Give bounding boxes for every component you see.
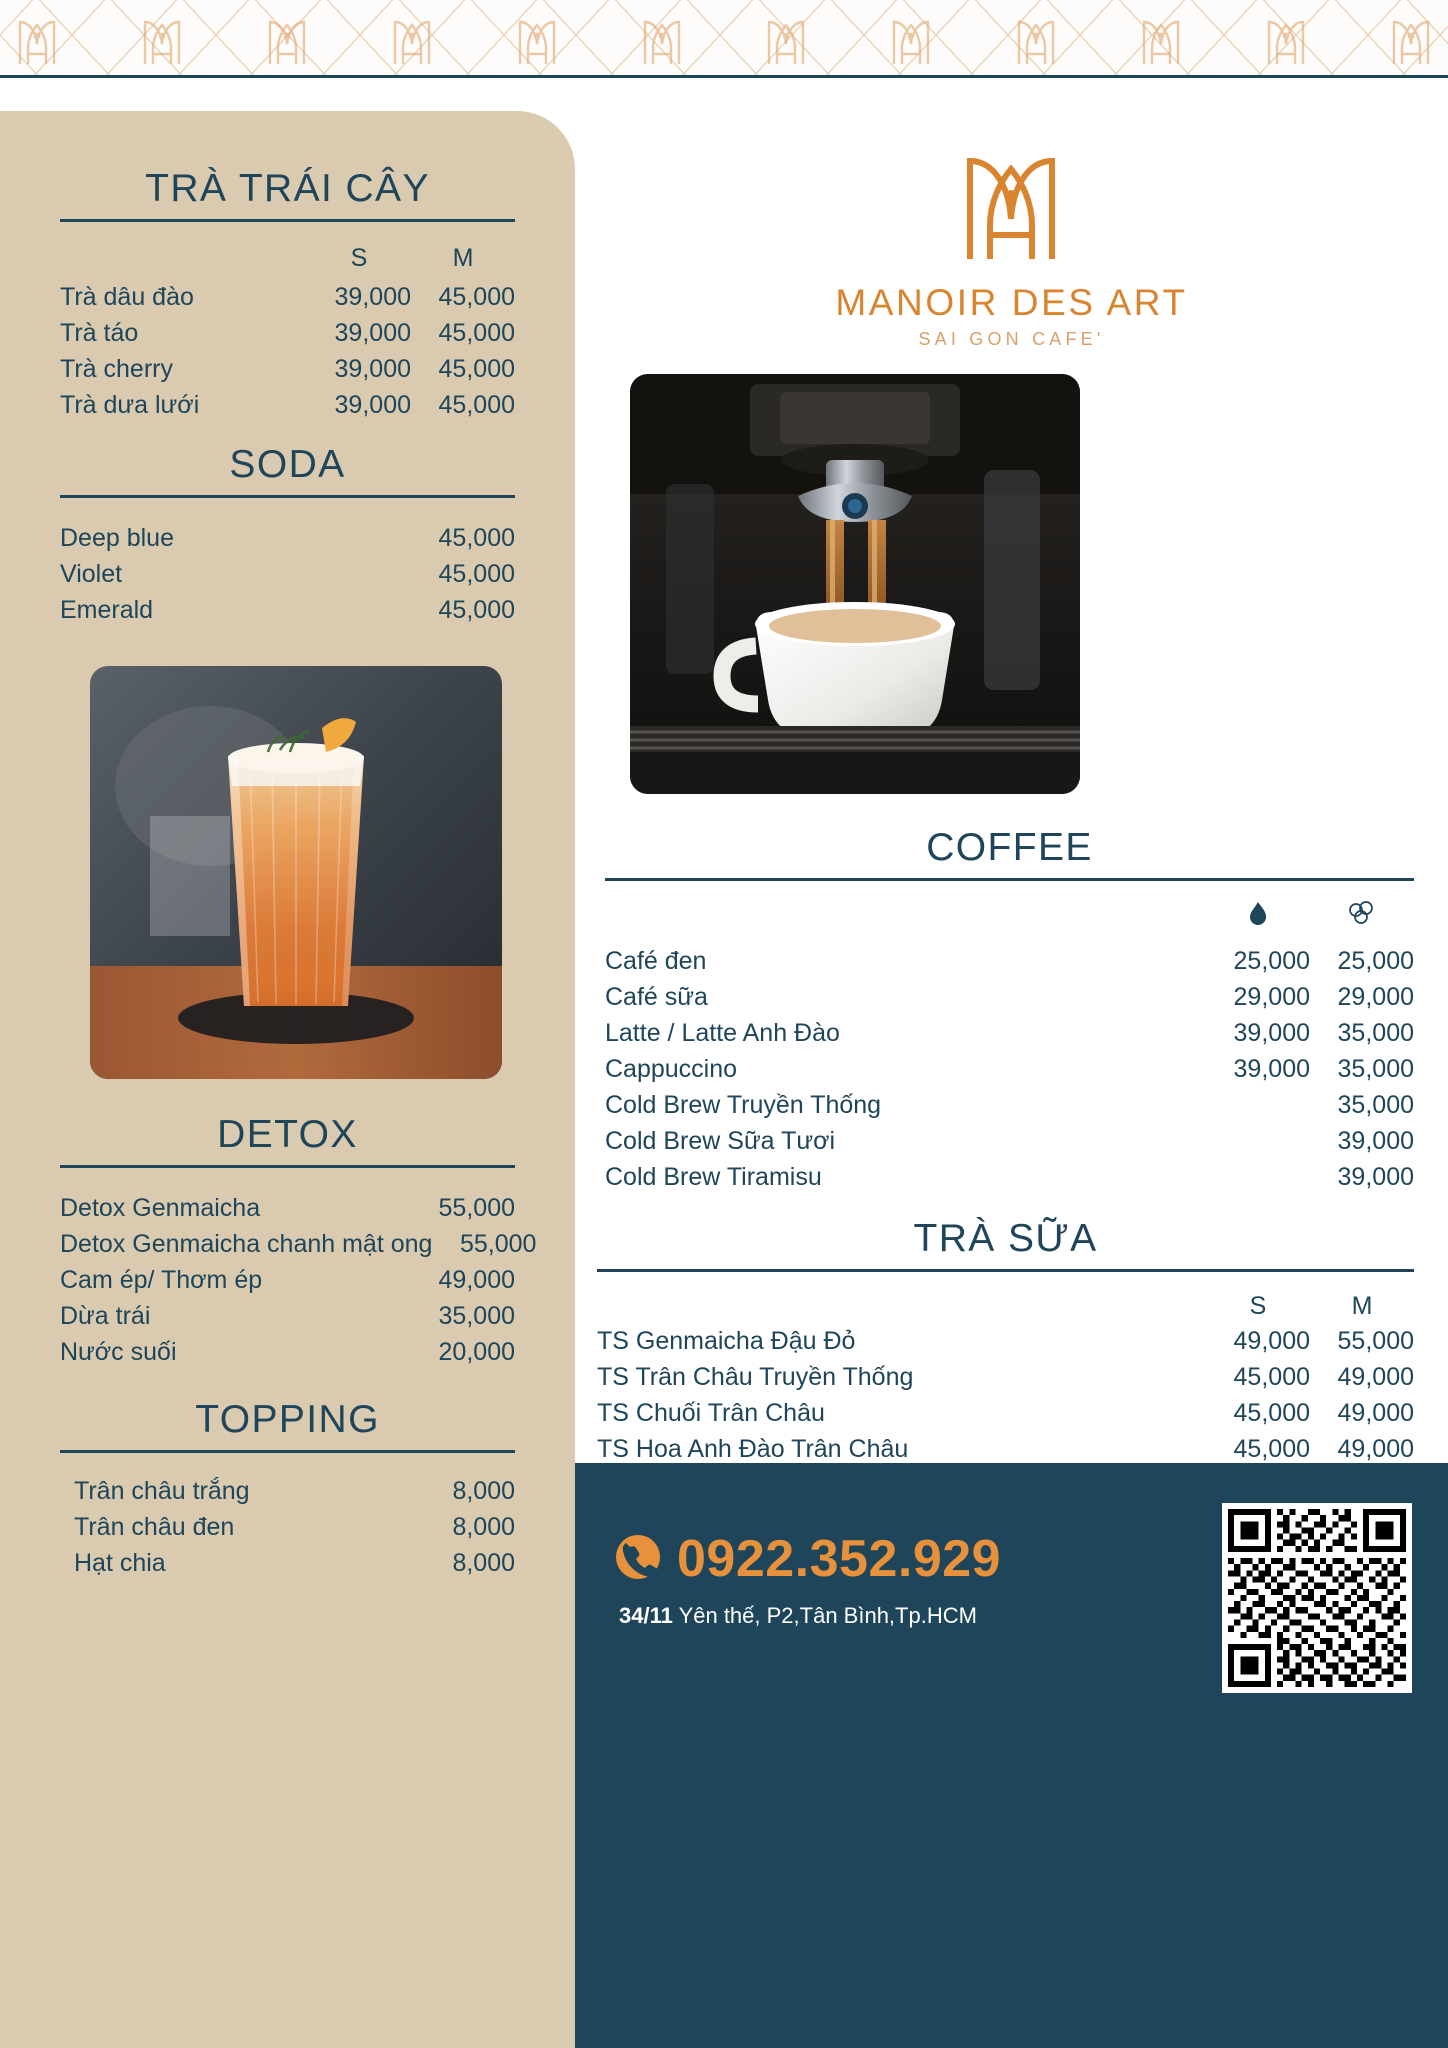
section-coffee (575, 794, 1448, 1195)
item-price-cold: 39,000 (1337, 1162, 1414, 1191)
item-price: 55,000 (438, 1193, 515, 1222)
item-price: 45,000 (438, 559, 515, 588)
header-monogram-row (0, 14, 1448, 72)
manoir-monogram-icon (139, 14, 185, 66)
column-header-s: S (350, 243, 368, 272)
menu-row (60, 387, 515, 423)
item-name: Cold Brew Truyền Thống (605, 1090, 882, 1119)
item-name: Detox Genmaicha (60, 1193, 261, 1222)
menu-row (605, 1015, 1414, 1051)
section-soda (0, 423, 575, 628)
menu-row (605, 979, 1414, 1015)
item-price: 20,000 (438, 1337, 515, 1366)
menu-row (60, 520, 515, 556)
phone-icon (615, 1534, 661, 1585)
item-name: Emerald (60, 595, 154, 624)
item-name: Dừa trái (60, 1301, 151, 1330)
item-price-hot: 29,000 (1233, 982, 1310, 1011)
section-title-soda: SODA (229, 442, 346, 486)
manoir-monogram-icon (1138, 14, 1184, 66)
menu-row (605, 1051, 1414, 1087)
brand-name: MANOIR DES ART (835, 282, 1188, 323)
item-price-s: 45,000 (1233, 1398, 1310, 1427)
manoir-monogram-icon (954, 147, 1070, 265)
section-rule (60, 1450, 515, 1453)
menu-row (605, 1123, 1414, 1159)
menu-row (60, 592, 515, 628)
section-title-coffee: COFFEE (926, 826, 1093, 869)
item-name: TS Chuối Trân Châu (597, 1398, 825, 1427)
item-price-cold: 35,000 (1337, 1090, 1414, 1119)
menu-row (60, 1334, 515, 1370)
section-title-topping: TOPPING (195, 1397, 380, 1441)
menu-row (597, 1323, 1414, 1359)
item-price-m: 45,000 (438, 318, 515, 347)
item-name: Nước suối (60, 1337, 177, 1366)
item-name: Trà dâu đào (60, 282, 194, 311)
item-price-cold: 35,000 (1337, 1018, 1414, 1047)
column-header-s: S (1249, 1291, 1267, 1320)
menu-row (60, 1190, 515, 1226)
item-name: Trà cherry (60, 354, 173, 383)
section-title-milk-tea: TRÀ SỮA (913, 1216, 1098, 1260)
item-price-m: 49,000 (1337, 1362, 1414, 1391)
item-name: Cold Brew Sữa Tươi (605, 1126, 836, 1155)
item-name: Cam ép/ Thơm ép (60, 1265, 263, 1294)
iced-drink-glass-photo (90, 666, 502, 1079)
item-price-cold: 39,000 (1337, 1126, 1414, 1155)
menu-row (605, 1159, 1414, 1195)
item-price-s: 49,000 (1233, 1326, 1310, 1355)
address-rest: Yên thế, P2,Tân Bình,Tp.HCM (678, 1603, 977, 1628)
menu-row (74, 1509, 515, 1545)
section-topping (0, 1370, 575, 1581)
item-price-s: 39,000 (334, 390, 411, 419)
address-number: 34/11 (619, 1603, 673, 1628)
item-name: Trà dưa lưới (60, 390, 200, 419)
item-name: Café sữa (605, 982, 708, 1011)
item-price-hot: 25,000 (1233, 946, 1310, 975)
manoir-monogram-icon (1013, 14, 1059, 66)
menu-row (60, 1262, 515, 1298)
item-price-s: 39,000 (334, 318, 411, 347)
brand-tagline: SAI GON CAFE' (918, 329, 1105, 349)
item-price-cold: 29,000 (1337, 982, 1414, 1011)
left-menu-panel (0, 111, 575, 2048)
manoir-monogram-icon (1263, 14, 1309, 66)
manoir-monogram-icon (639, 14, 685, 66)
item-name: Cold Brew Tiramisu (605, 1162, 822, 1191)
item-name: Hạt chia (74, 1548, 166, 1577)
section-rule (60, 219, 515, 222)
menu-row (597, 1431, 1414, 1467)
item-name: Trân châu đen (74, 1512, 235, 1541)
section-detox (0, 1079, 575, 1370)
manoir-monogram-icon (14, 14, 60, 66)
item-price-cold: 35,000 (1337, 1054, 1414, 1083)
item-price: 45,000 (438, 523, 515, 552)
section-title-fruit-tea: TRÀ TRÁI CÂY (145, 167, 430, 210)
menu-row (60, 279, 515, 315)
section-milk-tea (575, 1195, 1448, 1467)
item-price: 45,000 (438, 595, 515, 624)
section-rule (597, 1269, 1414, 1272)
item-name: Deep blue (60, 523, 174, 552)
item-name: TS Hoa Anh Đào Trân Châu (597, 1434, 909, 1463)
contact-footer (575, 1463, 1448, 2048)
section-rule (605, 878, 1414, 881)
header-pattern-band (0, 0, 1448, 78)
menu-row (74, 1545, 515, 1581)
item-price: 8,000 (452, 1548, 515, 1577)
section-rule (60, 495, 515, 498)
item-name: Trà táo (60, 318, 139, 347)
item-name: Cappuccino (605, 1054, 738, 1083)
hot-icon (1206, 901, 1310, 935)
item-price: 8,000 (452, 1512, 515, 1541)
item-price-cold: 25,000 (1337, 946, 1414, 975)
item-price-s: 45,000 (1233, 1434, 1310, 1463)
item-price-m: 45,000 (438, 354, 515, 383)
item-price-hot: 39,000 (1233, 1054, 1310, 1083)
phone-number: 0922.352.929 (677, 1530, 1002, 1588)
item-price: 49,000 (438, 1265, 515, 1294)
menu-row (597, 1359, 1414, 1395)
item-price-m: 45,000 (438, 282, 515, 311)
item-name: Latte / Latte Anh Đào (605, 1018, 840, 1047)
ice-icon (1310, 901, 1414, 935)
item-price-m: 49,000 (1337, 1398, 1414, 1427)
manoir-monogram-icon (763, 14, 809, 66)
column-headers-milk-tea (597, 1292, 1414, 1321)
item-name: Café đen (605, 946, 707, 975)
menu-row (74, 1473, 515, 1509)
item-price: 8,000 (452, 1476, 515, 1505)
menu-row (597, 1395, 1414, 1431)
item-name: TS Genmaicha Đậu Đỏ (597, 1326, 856, 1355)
item-price-m: 55,000 (1337, 1326, 1414, 1355)
manoir-monogram-icon (264, 14, 310, 66)
manoir-monogram-icon (888, 14, 934, 66)
manoir-monogram-icon (389, 14, 435, 66)
section-rule (60, 1165, 515, 1168)
qr-code-icon[interactable] (1222, 1503, 1412, 1693)
item-name: TS Trân Châu Truyền Thống (597, 1362, 914, 1391)
column-header-m: M (1351, 1291, 1373, 1320)
menu-row (605, 943, 1414, 979)
menu-row (60, 315, 515, 351)
item-price: 35,000 (438, 1301, 515, 1330)
item-name: Detox Genmaicha chanh mật ong (60, 1229, 433, 1258)
item-price-m: 45,000 (438, 390, 515, 419)
menu-row (60, 1298, 515, 1334)
section-title-detox: DETOX (217, 1112, 358, 1156)
item-price-s: 39,000 (334, 282, 411, 311)
item-price-s: 45,000 (1233, 1362, 1310, 1391)
item-name: Violet (60, 559, 123, 588)
menu-row (60, 351, 515, 387)
manoir-monogram-icon (514, 14, 560, 66)
espresso-machine-photo (630, 374, 1080, 794)
item-price: 55,000 (459, 1229, 537, 1258)
item-price-s: 39,000 (334, 354, 411, 383)
item-name: Trân châu trắng (74, 1476, 250, 1505)
column-header-m: M (452, 243, 474, 272)
column-headers-coffee (605, 901, 1414, 935)
column-headers-fruit-tea (60, 244, 515, 273)
manoir-monogram-icon (1388, 14, 1434, 66)
brand-logo-block (575, 111, 1448, 350)
item-price-hot: 39,000 (1233, 1018, 1310, 1047)
item-price-m: 49,000 (1337, 1434, 1414, 1463)
menu-row (60, 1226, 537, 1262)
section-fruit-tea (0, 111, 575, 423)
menu-row (60, 556, 515, 592)
menu-row (605, 1087, 1414, 1123)
